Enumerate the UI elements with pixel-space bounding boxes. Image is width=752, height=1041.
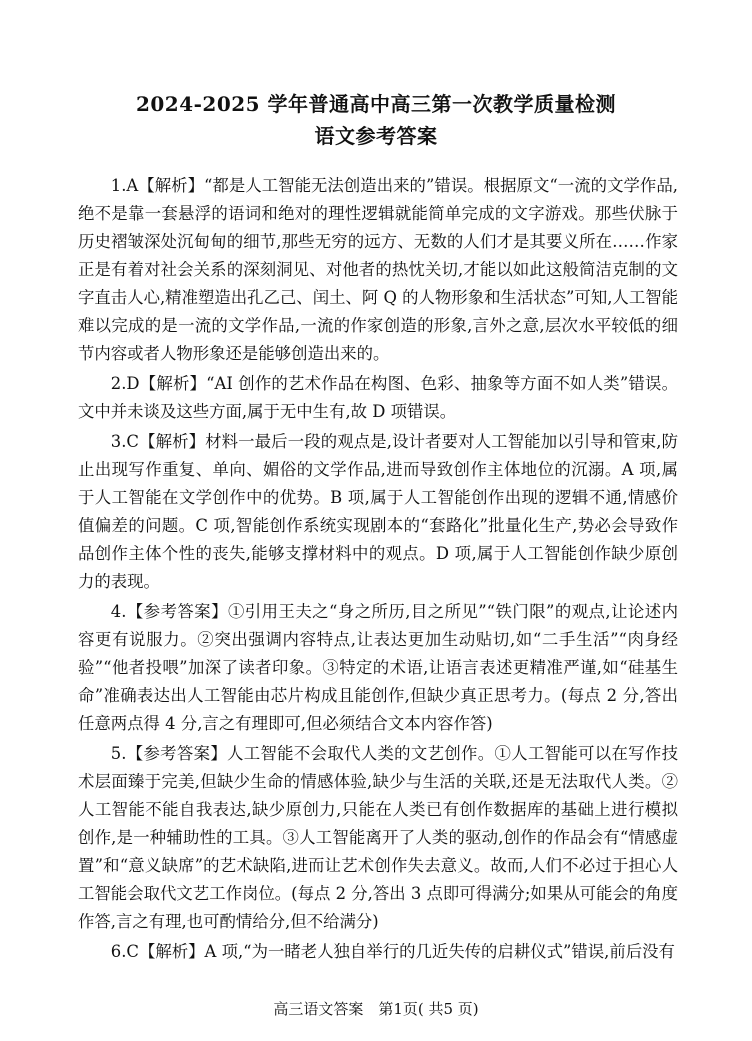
answer-item-1: 1.A【解析】“都是人工智能无法创造出来的”错误。根据原文“一流的文学作品,绝不是靠一套悬浮的语词和绝对的理性逻辑就能简单完成的文字游戏。那些伏脉于历史褶皱深处沉甸甸的细节,那些无穷的远方、无数的人们才是其要义所在……作家正是有着对社会关系的深刻洞见、对他者的热忱关切,才能以如此这般简洁克制的文字直击人心,精准塑造出孔乙己、闰土、阿 Q 的人物形象和生活状态”可知,人工智能难以完成的是一流的文学作品,一流的作家创造的形象,言外之意,层次水平较低的细节内容或者人物形象还是能够创造出来的。 bbox=[78, 176, 678, 363]
answer-item-6: 6.C【解析】A 项,“为一睹老人独自举行的几近失传的启耕仪式”错误,前后没有 bbox=[110, 942, 675, 961]
answer-item-4: 4.【参考答案】①引用王夫之“身之所历,目之所见”“铁门限”的观点,让论述内容更有说服力。②突出强调内容特点,让表达更加生动贴切,如“二手生活”“肉身经验”“他者投喂”加深了读者印象。③特定的术语,让语言表述更精准严谨,如“硅基生命”准确表达出人工智能由芯片构成且能创作,但缺少真正思考力。(每点 2 分,答出任意两点得 4 分,言之有理即可,但必须结合文本内容作答) bbox=[78, 602, 678, 733]
answer-list bbox=[78, 172, 678, 968]
answer-item-3: 3.C【解析】材料一最后一段的观点是,设计者要对人工智能加以引导和管束,防止出现写作重复、单向、媚俗的文学作品,进而导致创作主体地位的沉溺。A 项,属于人工智能在文学创作中的优势。B 项,属于人工智能创作出现的逻辑不通,情感价值偏差的问题。C 项,智能创作系统实现剧本的“套路化”批量化生产,势必会导致作品创作主体个性的丧失,能够支撑材料中的观点。D 项,属于人工智能创作缺少原创力的表现。 bbox=[78, 432, 678, 591]
answer-item-5: 5.【参考答案】人工智能不会取代人类的文艺创作。①人工智能可以在写作技术层面臻于完美,但缺少生命的情感体验,缺少与生活的关联,还是无法取代人类。②人工智能不能自我表达,缺少原创力,只能在人类已有创作数据库的基础上进行模拟创作,是一种辅助性的工具。③人工智能离开了人类的驱动,创作的作品会有“情感虚置”和“意义缺席”的艺术缺陷,进而让艺术创作失去意义。故而,人们不必过于担心人工智能会取代文艺工作岗位。(每点 2 分,答出 3 点即可得满分;如果从可能会的角度作答,言之有理,也可酌情给分,但不给满分) bbox=[78, 744, 678, 931]
document-subtitle: 语文参考答案 bbox=[314, 124, 438, 148]
answer-item-2: 2.D【解析】“AI 创作的艺术作品在构图、色彩、抽象等方面不如人类”错误。文中并未谈及这些方面,属于无中生有,故 D 项错误。 bbox=[78, 374, 678, 421]
document-title: 2024-2025 学年普通高中高三第一次教学质量检测 bbox=[135, 92, 617, 116]
page-footer: 高三语文答案 第1页( 共5 页) bbox=[273, 1000, 479, 1018]
